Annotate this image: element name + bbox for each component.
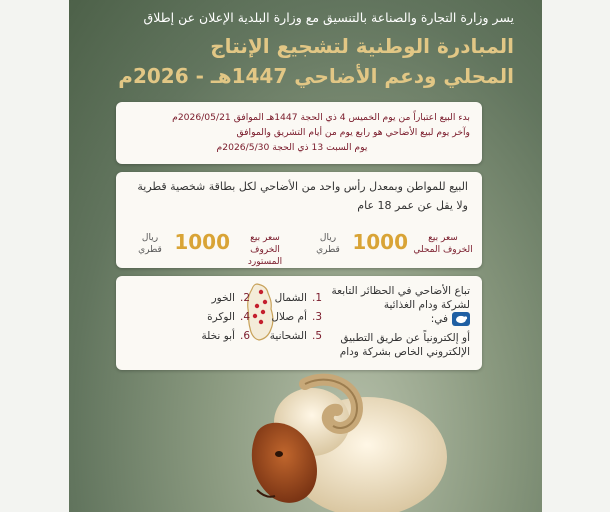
list-item: 4.الوكرة xyxy=(207,311,250,323)
sale-conditions-card xyxy=(116,172,482,268)
price-label: سعر بيع الخروف المحلي xyxy=(413,233,473,255)
sheep-image xyxy=(217,362,447,512)
title-line-2: المحلي ودعم الأضاحي 1447هـ - 2026م xyxy=(118,64,514,88)
list-item: 1.الشمال xyxy=(274,292,322,304)
widam-logo-icon xyxy=(452,312,470,326)
list-item: 5.الشحانية xyxy=(269,330,322,342)
sale-condition-text: البيع للمواطن وبمعدل رأس واحد من الأضاحي لكل بطاقة شخصية قطرية xyxy=(137,180,468,193)
locations-list-a xyxy=(270,292,322,349)
imported-sheep-price xyxy=(131,230,296,267)
sale-dates-card xyxy=(116,102,482,164)
sale-age-text: ولا يقل عن عمر 18 عام xyxy=(357,199,468,212)
price-label: سعر بيع الخروف المستورد xyxy=(247,233,283,267)
announcement-poster xyxy=(69,0,542,512)
sale-end-text: وآخر يوم لبيع الأضاحي هو رابع يوم من أيام التشريق والموافق xyxy=(236,127,470,138)
locations-card xyxy=(116,276,482,370)
price-currency: ريال قطري xyxy=(316,233,340,255)
online-purchase-text: أو إلكترونياً عن طريق التطبيق الإلكتروني الخاص بشركة ودام xyxy=(339,332,470,358)
list-item: 3.أم صلال xyxy=(271,311,322,323)
sale-start-text: بدء البيع اعتباراً من يوم الخميس 4 ذي الحجة 1447هـ الموافق 2026/05/21م xyxy=(172,112,470,123)
locations-intro: تباع الأضاحي في الحظائر التابعة لشركة ودام الغذائية في: xyxy=(331,285,470,325)
list-item: 6.أبو نخلة xyxy=(201,330,250,342)
locations-list-b xyxy=(202,292,250,349)
price-currency: ريال قطري xyxy=(138,233,162,255)
title-line-1: المبادرة الوطنية لتشجيع الإنتاج xyxy=(210,34,514,58)
intro-text: يسر وزارة التجارة والصناعة بالتنسيق مع وزارة البلدية الإعلان عن إطلاق xyxy=(143,10,514,25)
price-amount: 1000 xyxy=(352,230,408,254)
list-item: 2.الخور xyxy=(211,292,250,304)
local-sheep-price xyxy=(309,230,474,260)
price-amount: 1000 xyxy=(174,230,230,254)
sale-end-date: يوم السبت 13 ذي الحجة 2026/5/30م xyxy=(216,142,368,153)
